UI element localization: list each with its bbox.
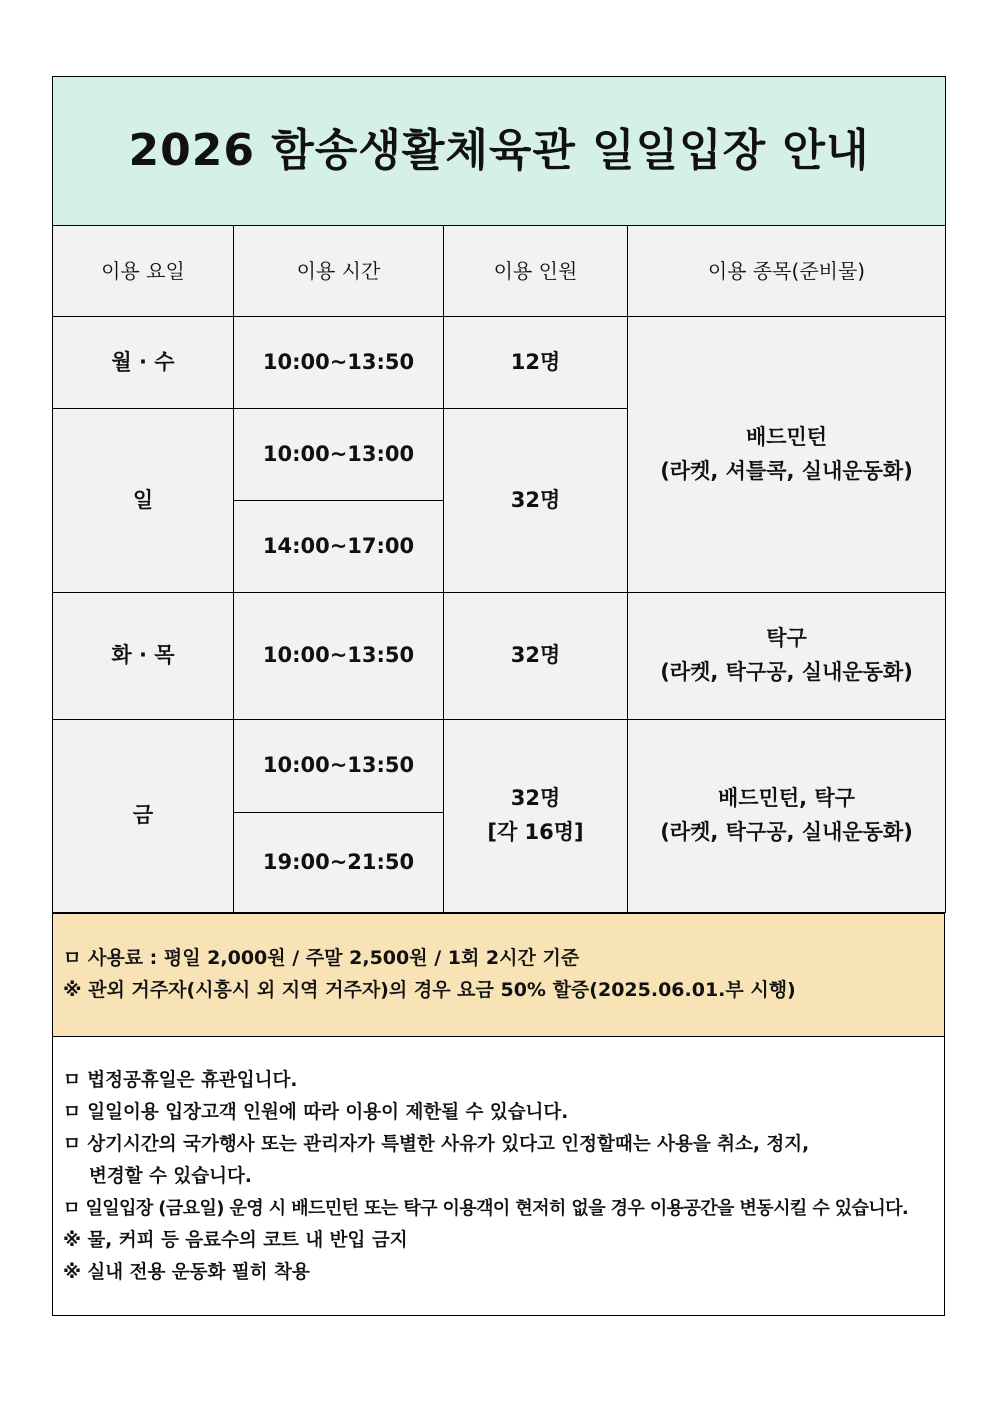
notice-sheet (52, 76, 945, 1316)
sport-badminton (628, 317, 946, 593)
note-holiday: ㅁ 법정공휴일은 휴관입니다. (63, 1070, 298, 1091)
fee-surcharge-line: ※ 관외 거주자(시흥시 외 지역 거주자)의 경우 요금 50% 할증(2025.06.01.부 시행) (63, 979, 796, 1001)
day-sun: 일 (53, 409, 234, 593)
day-fri: 금 (53, 720, 234, 913)
day-mon-wed: 월 · 수 (53, 317, 234, 409)
sport-table-tennis (628, 593, 946, 720)
note-friday-space: ㅁ 일일입장 (금요일) 운영 시 배드민턴 또는 탁구 이용객이 현저히 없을 경우 이용공간을 변동시킬 수 있습니다. (63, 1198, 909, 1219)
notes (52, 1036, 945, 1316)
time-fri-1: 10:00~13:50 (234, 720, 444, 813)
sport-table-tennis-items: (라켓, 탁구공, 실내운동화) (660, 660, 913, 684)
header-day: 이용 요일 (53, 226, 234, 317)
time-fri-2: 19:00~21:50 (234, 813, 444, 913)
time-mon-wed: 10:00~13:50 (234, 317, 444, 409)
sport-fri-items: (라켓, 탁구공, 실내운동화) (660, 820, 913, 844)
time-sun-1: 10:00~13:00 (234, 409, 444, 501)
note-capacity-limit: ㅁ 일일이용 입장고객 인원에 따라 이용이 제한될 수 있습니다. (63, 1102, 569, 1123)
note-cancellation-cont: 변경할 수 있습니다. (89, 1166, 252, 1187)
day-tue-thu: 화 · 목 (53, 593, 234, 720)
sport-table-tennis-name: 탁구 (766, 626, 807, 651)
note-indoor-shoes: ※ 실내 전용 운동화 필히 착용 (63, 1262, 310, 1283)
schedule-table (52, 76, 946, 913)
sport-badminton-name: 배드민턴 (745, 424, 828, 449)
note-cancellation: ㅁ 상기시간의 국가행사 또는 관리자가 특별한 사유가 있다고 인정할때는 사용을 취소, 정지, (63, 1134, 810, 1155)
sport-fri-name: 배드민턴, 탁구 (718, 786, 856, 811)
note-no-drinks: ※ 물, 커피 등 음료수의 코트 내 반입 금지 (63, 1230, 408, 1251)
page-title: 2026 함송생활체육관 일일입장 안내 (53, 77, 946, 226)
fee-info (52, 913, 945, 1037)
time-tue-thu: 10:00~13:50 (234, 593, 444, 720)
capacity-fri-total: 32명 (510, 786, 561, 811)
header-time: 이용 시간 (234, 226, 444, 317)
capacity-tue-thu: 32명 (444, 593, 628, 720)
sport-badminton-table-tennis (628, 720, 946, 913)
sport-badminton-items: (라켓, 셔틀콕, 실내운동화) (660, 458, 913, 483)
capacity-fri (444, 720, 628, 913)
capacity-fri-each: [각 16명] (487, 820, 584, 844)
header-sport: 이용 종목(준비물) (628, 226, 946, 317)
header-capacity: 이용 인원 (444, 226, 628, 317)
time-sun-2: 14:00~17:00 (234, 501, 444, 593)
capacity-mon-wed: 12명 (444, 317, 628, 409)
fee-line: ㅁ 사용료 : 평일 2,000원 / 주말 2,500원 / 1회 2시간 기준 (63, 947, 580, 969)
capacity-sun: 32명 (444, 409, 628, 593)
